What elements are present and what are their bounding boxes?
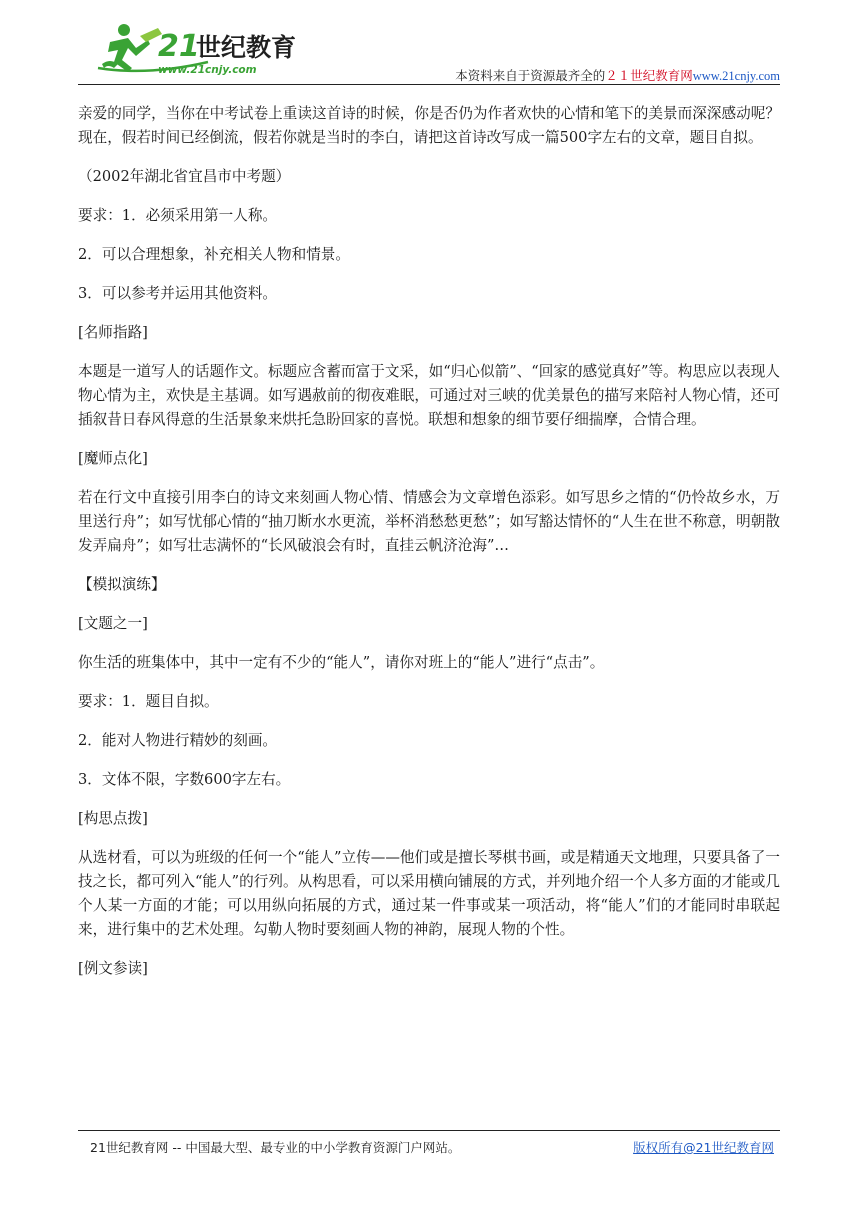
section-heading: [名师指路] [78, 324, 148, 341]
requirement-item: 2．能对人物进行精妙的刻画。 [78, 732, 278, 749]
header-note-prefix: 本资料来自于资源最齐全的 [455, 68, 606, 83]
logo-number: 21 [158, 29, 200, 64]
intro-paragraph: 亲爱的同学，当你在中考试卷上重读这首诗的时候，你是否仍为作者欢快的心情和笔下的美景而深深感动呢？现在，假若时间已经倒流，假若你就是当时的李白，请把这首诗改写成一篇500字左右的文章，题目自拟。 [78, 105, 780, 146]
section-heading: [例文参读] [78, 960, 148, 977]
strategy-paragraph: 从选材看，可以为班级的任何一个“能人”立传——他们或是擅长琴棋书画，或是精通天文地理，只要具备了一技之长，都可列入“能人”的行列。从构思看，可以采用横向铺展的方式，并列地介绍一个人多方面的才能或几个人某一方面的才能；可以用纵向拓展的方式，通过某一件事或某一项活动，将“能人”们的才能同时串联起来，进行集中的艺术处理。勾勒人物时要刻画人物的神韵，展现人物的个性。 [78, 849, 780, 938]
section-heading: 【模拟演练】 [78, 576, 166, 593]
source-note: （2002年湖北省宜昌市中考题） [78, 168, 291, 185]
tips-paragraph: 若在行文中直接引用李白的诗文来刻画人物心情、情感会为文章增色添彩。如写思乡之情的“仍怜故乡水，万里送行舟”；如写忧郁心情的“抽刀断水水更流，举杯消愁愁更愁”；如写豁达情怀的“人生在世不称意，明朝散发弄扁舟”；如写壮志满怀的“长风破浪会有时，直挂云帆济沧海”… [78, 489, 780, 554]
requirement-item: 2．可以合理想象，补充相关人物和情景。 [78, 246, 350, 263]
site-logo[interactable] [88, 18, 318, 80]
guidance-paragraph: 本题是一道写人的话题作文。标题应含蓄而富于文采，如“归心似箭”、“回家的感觉真好”等。构思应以表现人物心情为主，欢快是主基调。如写遇赦前的彻夜难眠，可通过对三峡的优美景色的描写来陪衬人物心情，还可插叙昔日春风得意的生活景象来烘托急盼回家的喜悦。联想和想象的细节要仔细揣摩，合情合理。 [78, 363, 780, 428]
logo-graphic [88, 18, 318, 80]
header-divider [78, 84, 780, 85]
header-source-note [455, 66, 780, 84]
requirement-item: 3．文体不限，字数600字左右。 [78, 771, 291, 788]
logo-url: www.21cnjy.com [158, 64, 257, 76]
requirement-item: 要求：1．题目自拟。 [78, 693, 219, 710]
prompt-paragraph: 你生活的班集体中，其中一定有不少的“能人”，请你对班上的“能人”进行“点击”。 [78, 654, 605, 671]
requirement-item: 要求：1．必须采用第一人称。 [78, 207, 278, 224]
footer-tagline: 21世纪教育网 -- 中国最大型、最专业的中小学教育资源门户网站。 [90, 1140, 461, 1155]
section-heading: [魔师点化] [78, 450, 148, 467]
requirement-item: 3．可以参考并运用其他资料。 [78, 285, 278, 302]
header-site-link[interactable]: ２１世纪教育网 [605, 68, 693, 83]
page-header [78, 18, 780, 84]
section-heading: [文题之一] [78, 615, 148, 632]
header-url-link[interactable]: www.21cnjy.com [692, 69, 780, 83]
logo-title: 世纪教育 [196, 33, 297, 62]
section-heading: [构思点拨] [78, 810, 148, 827]
footer-copyright-link[interactable]: 版权所有@21世纪教育网 [633, 1140, 774, 1155]
document-body [78, 102, 780, 996]
footer-divider [78, 1130, 780, 1131]
